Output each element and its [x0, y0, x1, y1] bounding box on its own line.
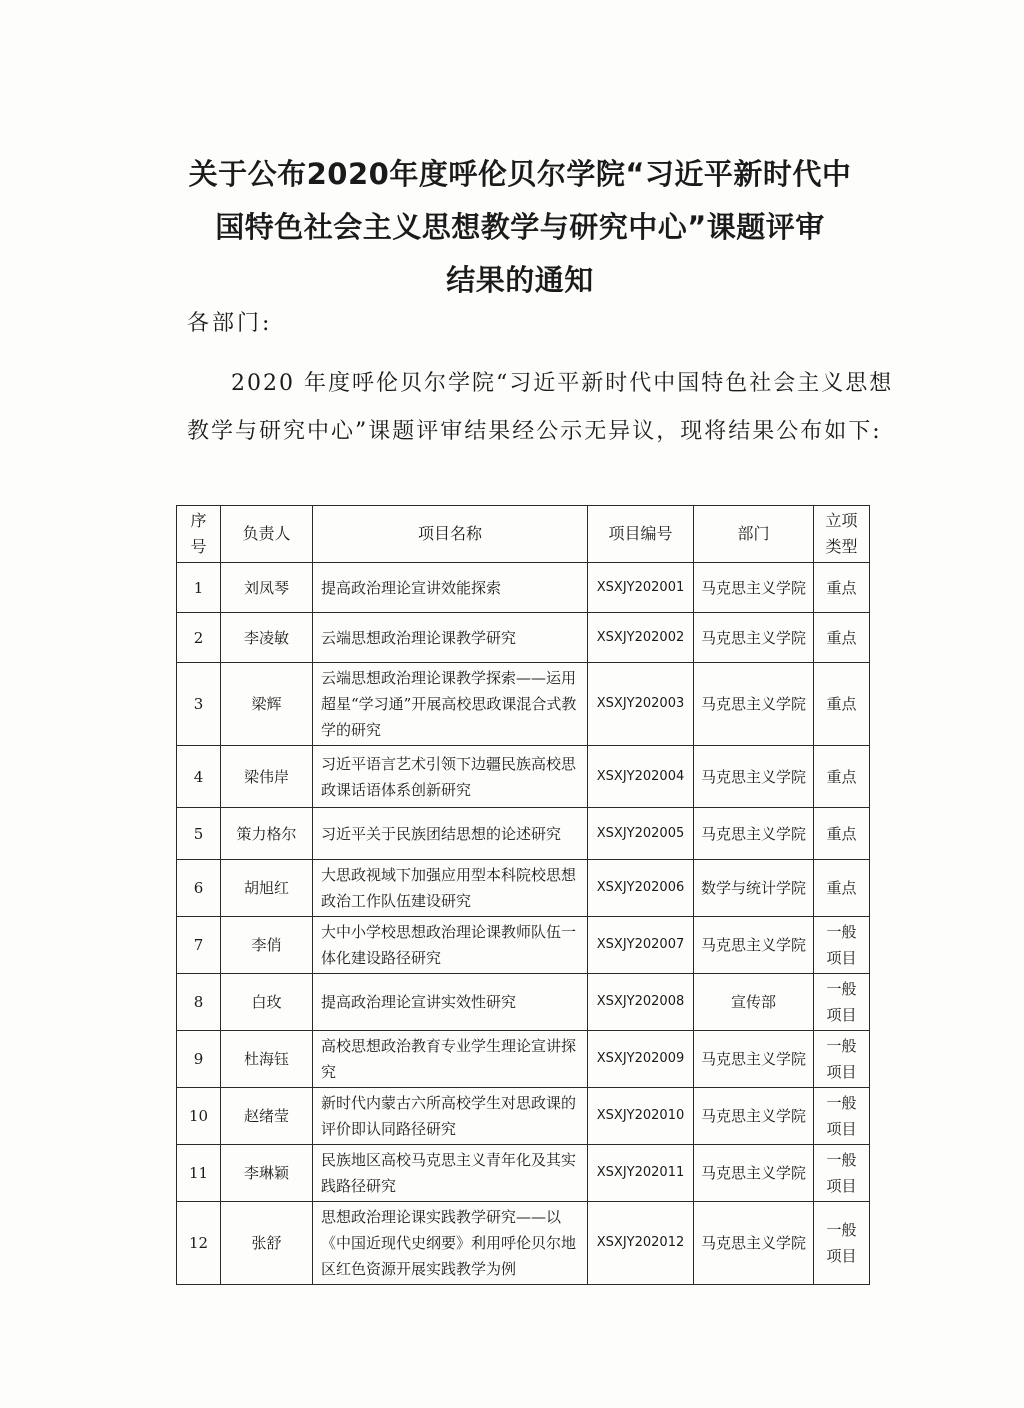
cell-department: 宣传部 — [694, 974, 814, 1031]
table-row — [177, 563, 870, 613]
cell-department: 马克思主义学院 — [694, 613, 814, 663]
cell-leader: 梁辉 — [221, 663, 313, 746]
table-row — [177, 1202, 870, 1285]
header-department: 部门 — [694, 506, 814, 563]
cell-department: 数学与统计学院 — [694, 860, 814, 917]
salutation: 各部门: — [187, 311, 273, 336]
cell-no: 12 — [177, 1202, 221, 1285]
cell-leader: 梁伟岸 — [221, 746, 313, 808]
title-line: 关于公布2020年度呼伦贝尔学院“习近平新时代中 — [188, 157, 852, 191]
table-row — [177, 917, 870, 974]
cell-type: 重点 — [814, 613, 870, 663]
table-row — [177, 746, 870, 808]
title-line: 结果的通知 — [446, 263, 594, 297]
cell-leader: 胡旭红 — [221, 860, 313, 917]
cell-project-name: 习近平关于民族团结思想的论述研究 — [313, 808, 588, 860]
body-line: 2020 年度呼伦贝尔学院“习近平新时代中国特色社会主义思想 — [231, 371, 894, 396]
cell-type: 一般项目 — [814, 1202, 870, 1285]
cell-leader: 李俏 — [221, 917, 313, 974]
cell-no: 1 — [177, 563, 221, 613]
table-row — [177, 860, 870, 917]
cell-department: 马克思主义学院 — [694, 663, 814, 746]
cell-project-name: 云端思想政治理论课教学研究 — [313, 613, 588, 663]
cell-leader: 李琳颖 — [221, 1145, 313, 1202]
cell-no: 6 — [177, 860, 221, 917]
table-row — [177, 1145, 870, 1202]
cell-type: 重点 — [814, 860, 870, 917]
cell-project-code: XSXJY202005 — [588, 808, 694, 860]
cell-project-code: XSXJY202004 — [588, 746, 694, 808]
cell-department: 马克思主义学院 — [694, 1031, 814, 1088]
cell-department: 马克思主义学院 — [694, 1145, 814, 1202]
results-table — [176, 505, 870, 1285]
table-row — [177, 613, 870, 663]
cell-project-name: 习近平语言艺术引领下边疆民族高校思政课话语体系创新研究 — [313, 746, 588, 808]
cell-project-name: 大思政视域下加强应用型本科院校思想政治工作队伍建设研究 — [313, 860, 588, 917]
cell-type: 一般项目 — [814, 1031, 870, 1088]
cell-no: 7 — [177, 917, 221, 974]
cell-type: 重点 — [814, 663, 870, 746]
cell-department: 马克思主义学院 — [694, 1088, 814, 1145]
cell-no: 10 — [177, 1088, 221, 1145]
cell-project-code: XSXJY202008 — [588, 974, 694, 1031]
header-leader: 负责人 — [221, 506, 313, 563]
header-project-code: 项目编号 — [588, 506, 694, 563]
notice-title — [150, 148, 890, 307]
cell-type: 一般项目 — [814, 1088, 870, 1145]
table-row — [177, 663, 870, 746]
header-type: 立项类型 — [814, 506, 870, 563]
cell-no: 3 — [177, 663, 221, 746]
header-no: 序号 — [177, 506, 221, 563]
cell-project-code: XSXJY202002 — [588, 613, 694, 663]
cell-project-name: 提高政治理论宣讲效能探索 — [313, 563, 588, 613]
cell-type: 一般项目 — [814, 917, 870, 974]
cell-project-code: XSXJY202011 — [588, 1145, 694, 1202]
cell-type: 重点 — [814, 563, 870, 613]
cell-project-code: XSXJY202006 — [588, 860, 694, 917]
cell-project-code: XSXJY202010 — [588, 1088, 694, 1145]
body-line: 教学与研究中心”课题评审结果经公示无异议，现将结果公布如下: — [187, 419, 882, 444]
cell-project-code: XSXJY202001 — [588, 563, 694, 613]
cell-project-name: 思想政治理论课实践教学研究——以《中国近现代史纲要》利用呼伦贝尔地区红色资源开展实践教学为例 — [313, 1202, 588, 1285]
cell-leader: 杜海钰 — [221, 1031, 313, 1088]
cell-type: 重点 — [814, 808, 870, 860]
cell-type: 一般项目 — [814, 974, 870, 1031]
cell-leader: 策力格尔 — [221, 808, 313, 860]
cell-leader: 赵绪莹 — [221, 1088, 313, 1145]
cell-no: 5 — [177, 808, 221, 860]
cell-no: 4 — [177, 746, 221, 808]
cell-no: 2 — [177, 613, 221, 663]
cell-project-code: XSXJY202009 — [588, 1031, 694, 1088]
cell-no: 11 — [177, 1145, 221, 1202]
table-header-row — [177, 506, 870, 563]
title-line: 国特色社会主义思想教学与研究中心”课题评审 — [215, 210, 825, 244]
cell-department: 马克思主义学院 — [694, 563, 814, 613]
cell-type: 重点 — [814, 746, 870, 808]
table-row — [177, 1031, 870, 1088]
cell-project-code: XSXJY202003 — [588, 663, 694, 746]
cell-project-name: 高校思想政治教育专业学生理论宣讲探究 — [313, 1031, 588, 1088]
table-row — [177, 1088, 870, 1145]
table-row — [177, 974, 870, 1031]
cell-project-code: XSXJY202007 — [588, 917, 694, 974]
cell-type: 一般项目 — [814, 1145, 870, 1202]
cell-project-name: 提高政治理论宣讲实效性研究 — [313, 974, 588, 1031]
cell-no: 8 — [177, 974, 221, 1031]
cell-project-name: 民族地区高校马克思主义青年化及其实践路径研究 — [313, 1145, 588, 1202]
table-row — [177, 808, 870, 860]
cell-project-name: 新时代内蒙古六所高校学生对思政课的评价即认同路径研究 — [313, 1088, 588, 1145]
cell-leader: 白玫 — [221, 974, 313, 1031]
notice-body — [187, 360, 894, 456]
cell-department: 马克思主义学院 — [694, 1202, 814, 1285]
cell-project-name: 大中小学校思想政治理论课教师队伍一体化建设路径研究 — [313, 917, 588, 974]
cell-leader: 刘凤琴 — [221, 563, 313, 613]
cell-department: 马克思主义学院 — [694, 917, 814, 974]
header-project-name: 项目名称 — [313, 506, 588, 563]
cell-no: 9 — [177, 1031, 221, 1088]
cell-department: 马克思主义学院 — [694, 746, 814, 808]
cell-department: 马克思主义学院 — [694, 808, 814, 860]
cell-leader: 张舒 — [221, 1202, 313, 1285]
cell-project-name: 云端思想政治理论课教学探索——运用超星“学习通”开展高校思政课混合式教学的研究 — [313, 663, 588, 746]
cell-project-code: XSXJY202012 — [588, 1202, 694, 1285]
cell-leader: 李凌敏 — [221, 613, 313, 663]
